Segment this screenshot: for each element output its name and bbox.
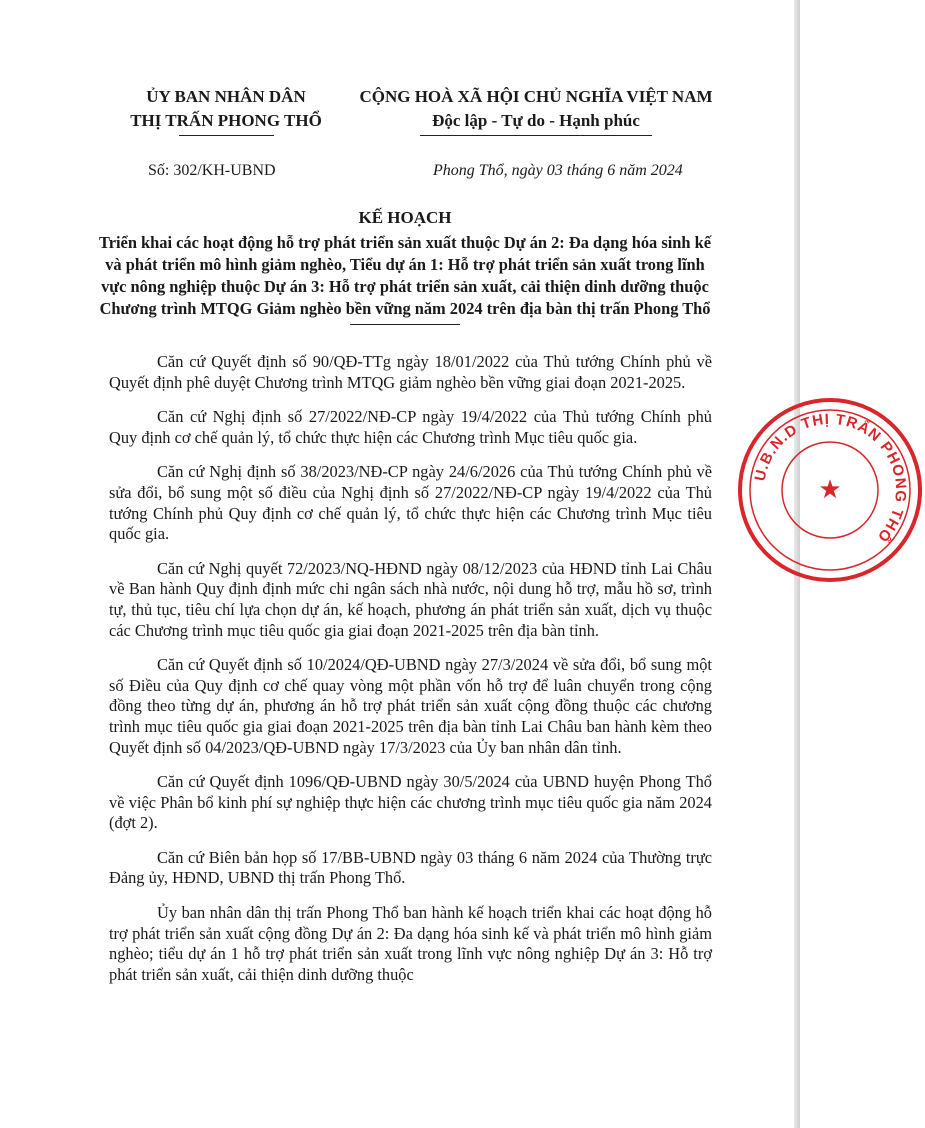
org-line-1: ỦY BAN NHÂN DÂN: [146, 87, 306, 106]
paragraph-legal-basis-3: Căn cứ Nghị định số 38/2023/NĐ-CP ngày 24/6/2026 của Thủ tướng Chính phủ về sửa đổi, bổ sung một số điều của Nghị định số 27/2022/NĐ-CP ngày 19/4/2022 của Thủ tướng Chính phủ Quy định cơ chế quản lý, tổ chức thực hiện các Chương trình Mục tiêu quốc gia.: [109, 462, 712, 544]
paragraph-introduction: Ủy ban nhân dân thị trấn Phong Thổ ban hành kế hoạch triển khai các hoạt động hỗ trợ phát triển sản xuất cộng đồng Dự án 2: Đa dạng hóa sinh kế và phát triển mô hình giảm nghèo; tiểu dự án 1 hỗ trợ phát triển sản xuất trong lĩnh vực nông nghiệp Dự án 3: Hỗ trợ phát triển sản xuất, cải thiện dinh dưỡng thuộc: [109, 903, 712, 984]
paragraph-legal-basis-2: Căn cứ Nghị định số 27/2022/NĐ-CP ngày 19/4/2022 của Thủ tướng Chính phủ Quy định cơ chế quản lý, tổ chức thực hiện các Chương trình Mục tiêu quốc gia.: [109, 407, 712, 447]
org-underline: [179, 135, 274, 136]
place-and-date: Phong Thổ, ngày 03 tháng 6 năm 2024: [433, 162, 683, 179]
official-seal-stamp: [735, 395, 925, 585]
paragraph-legal-basis-6: Căn cứ Quyết định 1096/QĐ-UBND ngày 30/5/2024 của UBND huyện Phong Thổ về việc Phân bổ kinh phí sự nghiệp thực hiện các chương trình mục tiêu quốc gia năm 2024 (đợt 2).: [109, 772, 712, 833]
issuing-organization: [106, 85, 346, 136]
national-title: [336, 85, 736, 136]
seal-star-icon: ★: [818, 475, 842, 504]
seal-text: U.B.N.D THỊ TRẤN PHONG THỔ: [751, 410, 910, 546]
document-title: [96, 207, 714, 325]
document-body: [109, 352, 712, 999]
nation-motto: Độc lập - Tự do - Hạnh phúc: [432, 111, 640, 130]
org-line-2: THỊ TRẤN PHONG THỔ: [130, 111, 322, 130]
document-type: KẾ HOẠCH: [358, 208, 452, 227]
reference-number: Số: 302/KH-UBND: [148, 162, 276, 179]
paragraph-legal-basis-4: Căn cứ Nghị quyết 72/2023/NQ-HĐND ngày 08/12/2023 của HĐND tỉnh Lai Châu về Ban hành Quy định định mức chi ngân sách nhà nước, nội dung hỗ trợ, mẫu hồ sơ, trình tự, thủ tục, tiêu chí lựa chọn dự án, kế hoạch, phương án phát triển sản xuất, dịch vụ thuộc các Chương trình mục tiêu quốc gia giai đoạn 2021-2025 trên địa bàn tỉnh.: [109, 558, 712, 640]
document-subject: Triển khai các hoạt động hỗ trợ phát triển sản xuất thuộc Dự án 2: Đa dạng hóa sinh kế và phát triển mô hình giảm nghèo, Tiểu dự án 1: Hỗ trợ phát triển sản xuất trong lĩnh vực nông nghiệp thuộc Dự án 3: Hỗ trợ phát triển sản xuất, cải thiện dinh dưỡng thuộc Chương trình MTQG Giảm nghèo bền vững năm 2024 trên địa bàn thị trấn Phong Thổ: [99, 233, 711, 318]
paragraph-legal-basis-1: Căn cứ Quyết định số 90/QĐ-TTg ngày 18/01/2022 của Thủ tướng Chính phủ về Quyết định phê duyệt Chương trình MTQG giảm nghèo bền vững giai đoạn 2021-2025.: [109, 352, 712, 392]
title-underline: [350, 324, 460, 325]
paragraph-legal-basis-5: Căn cứ Quyết định số 10/2024/QĐ-UBND ngày 27/3/2024 về sửa đổi, bổ sung một số Điều của Quy định cơ chế quay vòng một phần vốn hỗ trợ để luân chuyển trong cộng đồng theo từng dự án, phương án hỗ trợ phát triển sản xuất cộng đồng thuộc các chương trình mục tiêu quốc gia giai đoạn 2021-2025 trên địa bàn tỉnh Lai Châu ban hành kèm theo Quyết định số 04/2023/QĐ-UBND ngày 17/3/2023 của Ủy ban nhân dân tỉnh.: [109, 655, 712, 757]
paragraph-legal-basis-7: Căn cứ Biên bản họp số 17/BB-UBND ngày 03 tháng 6 năm 2024 của Thường trực Đảng ủy, HĐND, UBND thị trấn Phong Thổ.: [109, 847, 712, 888]
nation-line-1: CỘNG HOÀ XÃ HỘI CHỦ NGHĨA VIỆT NAM: [359, 87, 713, 106]
motto-underline: [420, 135, 652, 136]
